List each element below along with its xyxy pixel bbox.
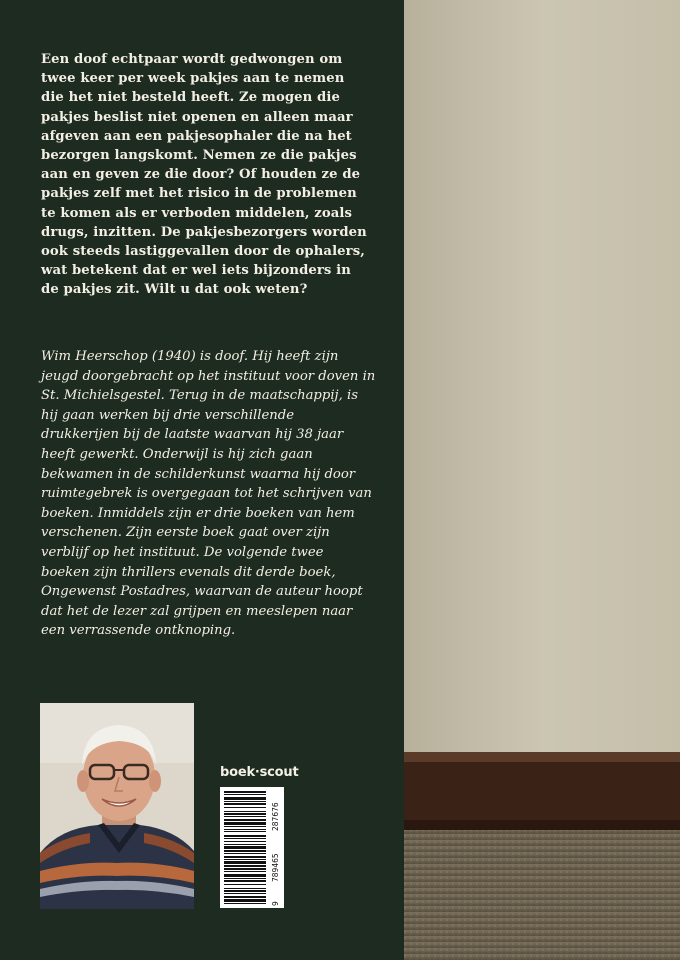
barcode-bar xyxy=(224,811,266,812)
barcode-bar xyxy=(224,846,266,849)
barcode-bar xyxy=(224,859,266,860)
barcode-bar xyxy=(224,896,266,898)
barcode-bar xyxy=(224,853,266,854)
barcode-bar xyxy=(224,807,266,808)
barcode-bar xyxy=(224,794,266,795)
barcode-bar xyxy=(224,826,266,827)
barcode-bar xyxy=(224,801,266,802)
barcode-bar xyxy=(224,893,266,894)
barcode-bar xyxy=(224,819,266,821)
barcode-bar xyxy=(224,856,266,858)
barcode-bar xyxy=(224,884,266,885)
isbn-number xyxy=(269,787,283,908)
barcode-bar xyxy=(224,813,266,815)
barcode-bar xyxy=(224,831,266,832)
barcode-bar xyxy=(224,903,266,904)
barcode-bar xyxy=(224,890,266,892)
barcode-bar xyxy=(224,803,266,805)
barcode-bar xyxy=(224,868,266,870)
barcode-bar xyxy=(224,838,266,839)
barcode-bar xyxy=(224,791,266,793)
room-photo xyxy=(404,0,680,960)
barcode-bar xyxy=(224,878,266,879)
barcode-bar xyxy=(224,888,266,889)
barcode-bar xyxy=(224,835,266,837)
author-bio: Wim Heerschop (1940) is doof. Hij heeft zijn jeugd doorgebracht op het instituut voor doven in St. Michielsgestel. Terug in de maatschappij, is hij gaan werken bij drie verschillende drukkerijen bij de laatste waarvan hij 38 jaar heeft gewerkt. Onderwijl is hij zich gaan bekwamen in de schilderkunst waarna hij door ruimtegebrek is overgegaan tot het schrijven van boeken. Inmiddels zijn er drie boeken van hem verschenen. Zijn eerste boek gaat over zijn verblijf op het instituut. De volgende twee boeken zijn thrillers evenals dit derde boek, Ongewenst Postadres, waarvan de auteur hoopt dat het de lezer zal grijpen en meeslepen naar een verrassende ontknoping. xyxy=(41,349,376,639)
barcode-bar xyxy=(224,816,266,817)
blurb-text: Een doof echtpaar wordt gedwongen om twee keer per week pakjes aan te nemen die het niet besteld heeft. Ze mogen die pakjes beslist niet openen en alleen maar afgeven aan een pakjesophaler die na het bezorgen langskomt. Nemen ze die pakjes aan en geven ze die door? Of houden ze de pakjes zelf met het risico in de problemen te komen als er verboden middelen, zoals drugs, inzitten. De pakjesbezorgers worden ook steeds lastiggevallen door de ophalers, wat betekent dat er wel iets bijzonders in de pakjes zit. Wilt u dat ook weten? xyxy=(41,52,367,298)
barcode-bar xyxy=(224,822,266,825)
barcode-bar xyxy=(224,871,266,872)
barcode-bar xyxy=(224,850,266,852)
publisher-logo: boek·scout xyxy=(220,765,299,780)
barcode-bar xyxy=(224,841,266,842)
isbn-digit-group-1: 789465 xyxy=(271,853,280,882)
isbn-barcode xyxy=(220,787,284,908)
barcode-bar xyxy=(224,874,266,877)
barcode-bar xyxy=(224,899,266,902)
isbn-digit-prefix: 9 xyxy=(271,901,280,906)
barcode-bar xyxy=(224,880,266,882)
barcode-bar xyxy=(224,829,266,830)
barcode-bar xyxy=(224,861,266,864)
barcode-bar xyxy=(224,844,266,845)
barcode-bar xyxy=(224,865,266,867)
isbn-digit-group-2: 287676 xyxy=(271,802,280,831)
barcode-bar xyxy=(224,797,266,800)
author-photo xyxy=(40,703,194,909)
